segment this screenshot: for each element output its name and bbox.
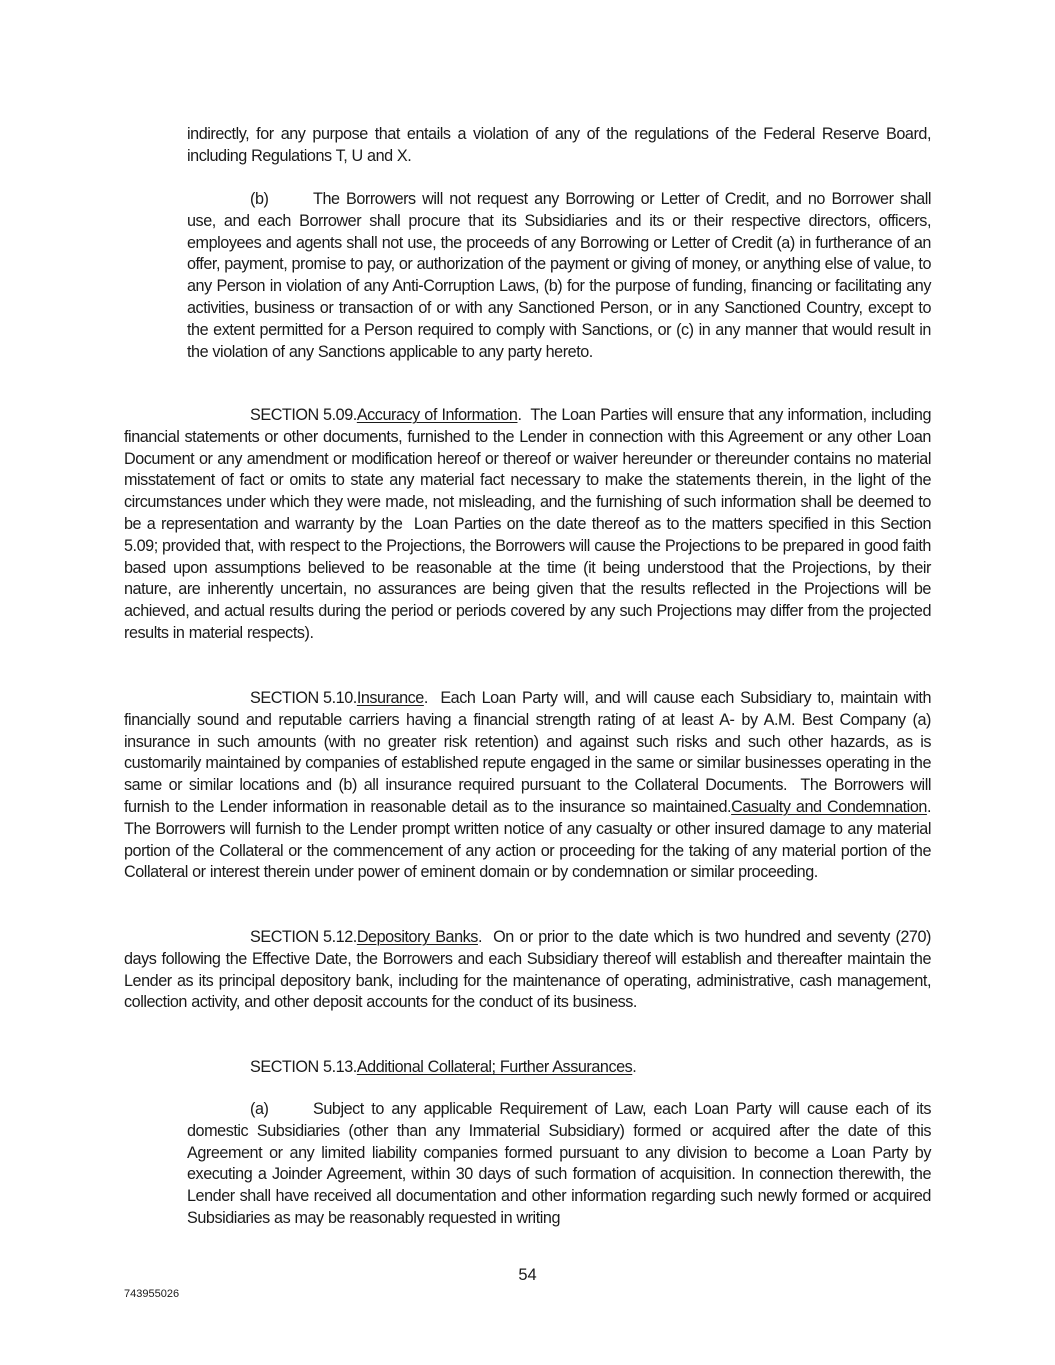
section-title-punct: . [632, 1058, 637, 1076]
section-number: SECTION 5.09. [250, 406, 357, 424]
subsection-text: The Borrowers will furnish to the Lender prompt written notice of any casualty or other insured damage to any material portion of the Collateral or the commencement of any action or proceeding for the taking of any material portion of the Collateral or interest therein under power of eminent domain or by condemnation or similar proceeding. [124, 797, 940, 882]
section-5-13 [124, 1057, 931, 1079]
section-5-09 [124, 405, 936, 645]
section-number: SECTION 5.12. [250, 928, 357, 946]
paragraph-text: Subject to any applicable Requirement of Law, each Loan Party will cause each of its domestic Subsidiaries (other than any Immaterial Subsidiary) formed or acquired after the date of this Agreement or any limited liability companies formed pursuant to any division to become a Loan Party by executing a Joinder Agreement, within 30 days of such formation of acquisition. In connection therewith, the Lender shall have received all documentation and other information regarding such newly formed or acquired Subsidiaries as may be reasonably requested in writing [187, 1100, 931, 1227]
section-text: Each Loan Party will, and will cause each Subsidiary to, maintain with financially sound and reputable carriers having a financial strength rating of at least A- by A.M. Best Company (a) insurance in such amounts (with no greater risk retention) and against such risks and such other hazards, as is customarily maintained by companies of established repute engaged in the same or similar businesses operating in the same or similar locations and (b) all insurance required pursuant to the Collateral Documents. The Borrowers will furnish to the Lender information in reasonable detail as to the insurance so maintained. [124, 689, 936, 816]
clause-label: (b) [250, 190, 269, 208]
section-5-10 [124, 688, 940, 884]
paragraph-text: The Borrowers will not request any Borrowing or Letter of Credit, and no Borrower shall use, and each Borrower shall procure that its Subsidiaries and its or their respective directors, officers, employees and agents shall not use, the proceeds of any Borrowing or Letter of Credit (a) in furtherance of an offer, payment, promise to pay, or authorization of the payment or giving of money, or anything else of value, to any Person in violation of any Anti-Corruption Laws, (b) for the purpose of funding, financing or facilitating any activities, business or transaction of or with any Sanctioned Person, or in any Sanctioned Country, except to the extent permitted for a Person required to comply with Sanctions, or (c) in any manner that would result in the violation of any Sanctions applicable to any party hereto. [187, 190, 931, 361]
section-number: SECTION 5.13. [250, 1058, 357, 1076]
section-title: Depository Banks [356, 928, 478, 946]
section-title-punct: . [517, 406, 522, 424]
subsection-title: Casualty and Condemnation [731, 797, 927, 816]
page-number: 54 [518, 1266, 537, 1284]
section-5-12 [124, 927, 936, 1014]
section-number: SECTION 5.10. [250, 689, 357, 707]
section-title-punct: . [423, 689, 428, 707]
paragraph-clause-a [187, 1099, 931, 1230]
section-text: On or prior to the date which is two hundred and seventy (270) days following the Effective Date, the Borrowers and each Subsidiary thereof will establish and thereafter maintain the Lender as its principal depository bank, including for the maintenance of operating, administrative, cash management, collection activity, and other deposit accounts for the conduct of its business. [124, 928, 936, 1012]
section-text: The Loan Parties will ensure that any information, including financial statements or other documents, furnished to the Lender in connection with this Agreement or any other Loan Document or any amendment or modification hereof or thereof or waiver hereunder or thereunder contains no material misstatement of fact or omits to state any material fact necessary to make the statements therein, in the light of the circumstances under which they were made, not misleading, and the furnishing of such information shall be deemed to be a representation and warranty by the Loan Parties on the date thereof as to the matters specified in this Section 5.09; provided that, with respect to the Projections, the Borrowers will cause the Projections to be prepared in good faith based upon assumptions believed to be reasonable at the time (it being understood that the Projections, by their nature, are inherently uncertain, no assurances are being given that the results reflected in the Projections will be achieved, and actual results during the period or periods covered by any such Projections may differ from the projected results in material respects). [124, 406, 936, 642]
section-title: Insurance [356, 689, 424, 707]
section-title: Additional Collateral; Further Assurances [356, 1058, 633, 1076]
subsection-title-punct: . [926, 797, 931, 816]
paragraph-continuation [187, 124, 931, 168]
document-id: 743955026 [124, 1288, 180, 1300]
section-title: Accuracy of Information [356, 406, 518, 424]
paragraph-clause-b [187, 189, 931, 363]
section-title-punct: . [477, 928, 483, 946]
clause-label: (a) [250, 1100, 269, 1118]
paragraph-text: indirectly, for any purpose that entails a violation of any of the regulations of the Federal Reserve Board, including Regulations T, U and X. [187, 125, 931, 165]
